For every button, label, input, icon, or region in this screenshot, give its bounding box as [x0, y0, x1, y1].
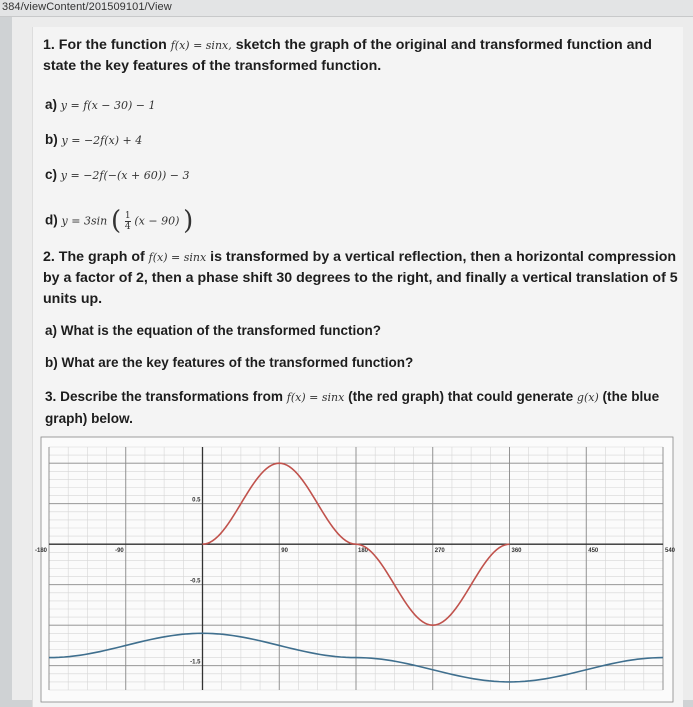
- q1-text: 1. For the function f(x) = sinx, sketch the graph of the original and transformed function and state the key features of the transformed function.: [43, 37, 652, 74]
- url-text: 384/viewContent/201509101/View: [2, 1, 172, 13]
- y-tick-label: -1.5: [190, 659, 201, 666]
- q1-part-a: a) y = f(x − 30) − 1: [45, 97, 156, 112]
- graph-background: [41, 437, 673, 702]
- y-tick-label: 0.5: [192, 497, 201, 504]
- x-tick-label: 270: [434, 548, 445, 555]
- x-tick-label: -90: [115, 548, 124, 555]
- q2-part-b: b) What are the key features of the transformed function?: [45, 355, 414, 370]
- q1-part-d: d) y = 3sin ( $\frac{1}{4}$ (x − 90) ): [45, 206, 194, 236]
- x-tick-label: -180: [34, 548, 47, 555]
- x-tick-label: 180: [358, 548, 369, 555]
- x-tick-label: 450: [588, 548, 599, 555]
- q1-part-c: c) y = −2f(−(x + 60)) − 3: [45, 167, 190, 182]
- q1-part-b: b) y = −2f(x) + 4: [45, 132, 143, 147]
- browser-address-bar[interactable]: [0, 0, 693, 17]
- fraction-denominator: 4: [124, 221, 131, 232]
- q2-text: 2. The graph of f(x) = sinx is transformed by a vertical reflection, then a horizontal compression by a factor of 2, then a phase shift 30 degrees to the right, and finally a vertical translation of 5 units up.: [43, 249, 678, 307]
- x-tick-label: 540: [665, 548, 676, 555]
- page-background: [12, 17, 693, 700]
- fraction-numerator: 1: [124, 210, 131, 221]
- q2-function: f(x) = sinx: [148, 251, 207, 264]
- q3-function-g: g(x): [576, 391, 599, 404]
- question-panel: [32, 27, 683, 707]
- y-tick-label: -0.5: [190, 578, 201, 585]
- q1-function: f(x) = sinx,: [170, 39, 232, 52]
- q3-text: 3. Describe the transformations from f(x) = sinx (the red graph) that could generate g(x) (the blue graph) below.: [45, 389, 660, 426]
- x-tick-label: 90: [281, 548, 288, 555]
- x-tick-label: 360: [511, 548, 522, 555]
- q2-part-a: a) What is the equation of the transformed function?: [45, 323, 381, 338]
- transformation-graph: [34, 437, 676, 702]
- q3-function-f: f(x) = sinx: [286, 391, 345, 404]
